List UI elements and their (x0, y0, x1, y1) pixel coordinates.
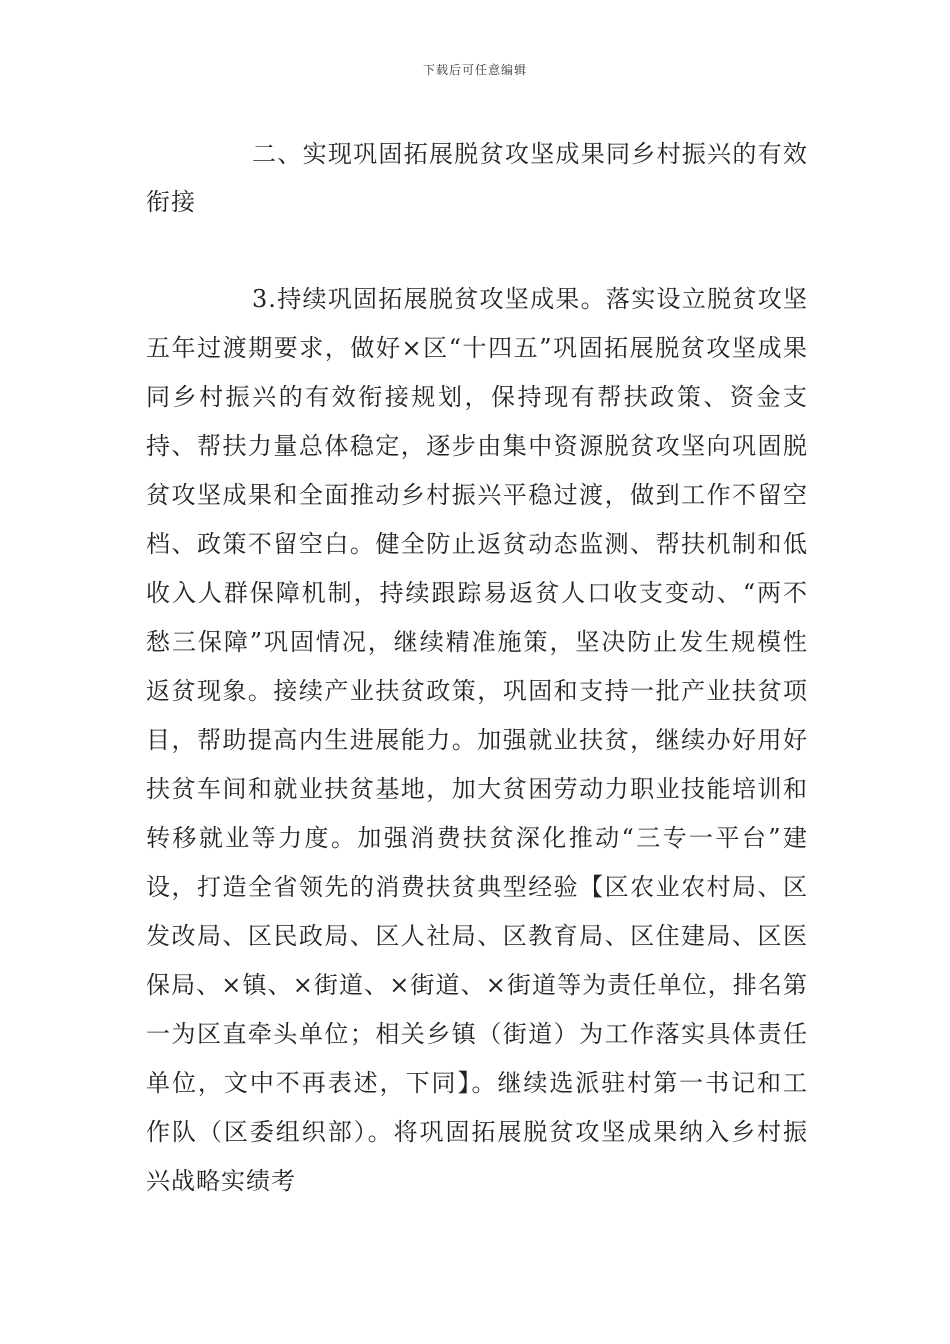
header-note: 下载后可任意编辑 (422, 63, 527, 77)
body-paragraph: 3.持续巩固拓展脱贫攻坚成果。落实设立脱贫攻坚五年过渡期要求，做好×区“十四五”巩固拓展脱贫攻坚成果同乡村振兴的有效衔接规划，保持现有帮扶政策、资金支持、帮扶力量总体稳定，逐步由集中资源脱贫攻坚向巩固脱贫攻坚成果和全面推动乡村振兴平稳过渡，做到工作不留空档、政策不留空白。健全防止返贫动态监测、帮扶机制和低收入人群保障机制，持续跟踪易返贫人口收支变动、“两不愁三保障”巩固情况，继续精准施策，坚决防止发生规模性返贫现象。接续产业扶贫政策，巩固和支持一批产业扶贫项目，帮助提高内生进展能力。加强就业扶贫，继续办好用好扶贫车间和就业扶贫基地，加大贫困劳动力职业技能培训和转移就业等力度。加强消费扶贫深化推动“三专一平台”建设，打造全省领先的消费扶贫典型经验【区农业农村局、区发改局、区民政局、区人社局、区教育局、区住建局、区医保局、×镇、×街道、×街道、×街道等为责任单位，排名第一为区直牵头单位；相关乡镇（街道）为工作落实具体责任单位，文中不再表述，下同】。继续选派驻村第一书记和工作队（区委组织部）。将巩固拓展脱贫攻坚成果纳入乡村振兴战略实绩考 (146, 285, 808, 1195)
section-heading: 二、实现巩固拓展脱贫攻坚成果同乡村振兴的有效衔接 (146, 140, 808, 216)
